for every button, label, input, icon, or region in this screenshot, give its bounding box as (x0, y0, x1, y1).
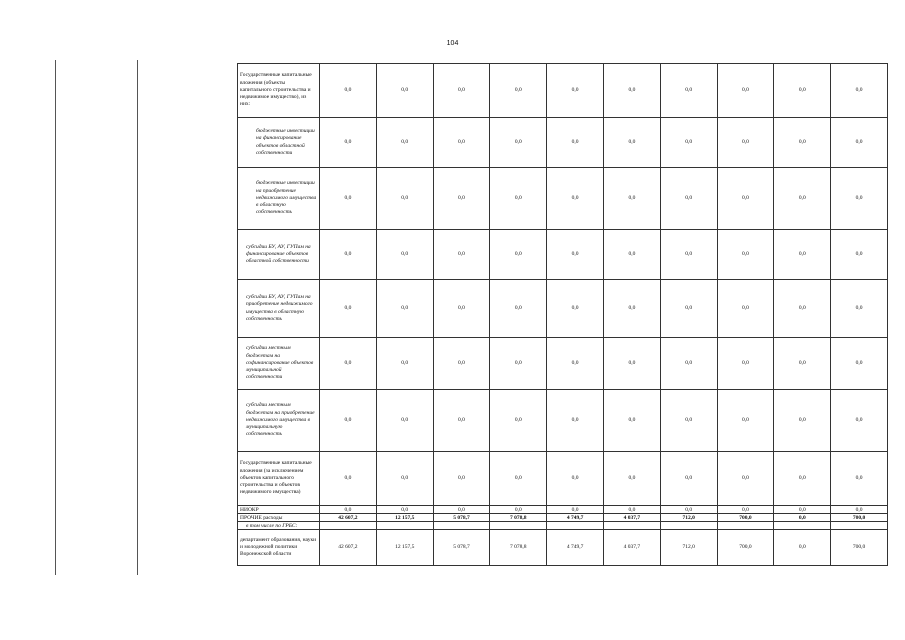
value-cell: 0,0 (376, 390, 433, 452)
value-cell: 0,0 (490, 338, 547, 390)
value-cell: 0,0 (831, 280, 888, 338)
value-cell: 0,0 (433, 338, 490, 390)
value-cell: 0,0 (717, 230, 774, 280)
value-cell: 700,0 (717, 530, 774, 566)
value-cell (831, 522, 888, 530)
value-cell (547, 522, 604, 530)
column-divider (55, 60, 56, 575)
value-cell: 0,0 (603, 338, 660, 390)
value-cell: 0,0 (490, 118, 547, 168)
value-cell: 0,0 (660, 280, 717, 338)
value-cell: 7 078,8 (490, 530, 547, 566)
value-cell: 0,0 (547, 280, 604, 338)
value-cell (320, 522, 377, 530)
value-cell: 0,0 (547, 452, 604, 506)
value-cell: 0,0 (490, 390, 547, 452)
table-row (238, 390, 888, 452)
table-row (238, 522, 888, 530)
value-cell: 0,0 (433, 506, 490, 514)
value-cell (660, 522, 717, 530)
value-cell: 0,0 (660, 338, 717, 390)
value-cell: 0,0 (603, 168, 660, 230)
row-label: субсидии БУ, АУ, ГУПам на приобретение недвижимого имущества в областную собственность (238, 280, 320, 338)
value-cell: 0,0 (774, 280, 831, 338)
value-cell: 0,0 (774, 230, 831, 280)
value-cell: 12 157,5 (376, 530, 433, 566)
value-cell: 0,0 (320, 118, 377, 168)
value-cell: 0,0 (660, 230, 717, 280)
row-label: субсидии местным бюджетам на софинансирование объектов муниципальной собственности (238, 338, 320, 390)
value-cell: 0,0 (433, 118, 490, 168)
value-cell: 0,0 (433, 452, 490, 506)
table-row (238, 64, 888, 118)
value-cell: 0,0 (831, 452, 888, 506)
value-cell: 0,0 (660, 64, 717, 118)
value-cell: 0,0 (660, 390, 717, 452)
row-label: субсидии местным бюджетам на приобретение недвижимого имущества в муниципальную собственность (238, 390, 320, 452)
value-cell: 0,0 (376, 280, 433, 338)
value-cell: 0,0 (717, 118, 774, 168)
table-row (238, 506, 888, 514)
value-cell: 0,0 (320, 390, 377, 452)
value-cell: 0,0 (547, 390, 604, 452)
value-cell: 0,0 (490, 168, 547, 230)
value-cell (490, 522, 547, 530)
value-cell: 0,0 (433, 168, 490, 230)
value-cell: 0,0 (603, 280, 660, 338)
table-row (238, 530, 888, 566)
value-cell: 5 078,7 (433, 514, 490, 522)
row-label: бюджетные инвестиции на приобретение недвижимого имущества в областную собственность (238, 168, 320, 230)
value-cell: 0,0 (603, 506, 660, 514)
value-cell: 0,0 (717, 338, 774, 390)
value-cell: 0,0 (717, 168, 774, 230)
value-cell: 5 078,7 (433, 530, 490, 566)
value-cell: 0,0 (376, 452, 433, 506)
value-cell: 0,0 (433, 280, 490, 338)
value-cell: 0,0 (660, 506, 717, 514)
column-divider (137, 60, 138, 575)
value-cell: 0,0 (433, 64, 490, 118)
value-cell: 0,0 (831, 506, 888, 514)
value-cell: 0,0 (376, 118, 433, 168)
value-cell: 700,0 (717, 514, 774, 522)
value-cell: 42 607,2 (320, 514, 377, 522)
value-cell: 0,0 (660, 452, 717, 506)
value-cell: 42 607,2 (320, 530, 377, 566)
value-cell: 0,0 (547, 64, 604, 118)
value-cell: 0,0 (547, 168, 604, 230)
row-label: ПРОЧИЕ расходы (238, 514, 320, 522)
row-label: субсидии БУ, АУ, ГУПам на финансирование объектов областной собственности (238, 230, 320, 280)
value-cell: 0,0 (660, 168, 717, 230)
row-label: НИОКР (238, 506, 320, 514)
value-cell: 0,0 (320, 452, 377, 506)
value-cell: 0,0 (376, 230, 433, 280)
value-cell: 0,0 (376, 168, 433, 230)
value-cell: 0,0 (774, 530, 831, 566)
value-cell: 0,0 (603, 452, 660, 506)
value-cell: 0,0 (320, 168, 377, 230)
value-cell: 0,0 (376, 338, 433, 390)
value-cell: 0,0 (774, 118, 831, 168)
value-cell: 0,0 (547, 230, 604, 280)
value-cell: 0,0 (320, 280, 377, 338)
value-cell: 712,0 (660, 530, 717, 566)
value-cell: 0,0 (831, 230, 888, 280)
value-cell: 700,0 (831, 530, 888, 566)
value-cell: 0,0 (717, 452, 774, 506)
value-cell: 0,0 (490, 64, 547, 118)
row-label: Государственные капитальные вложения (за исключением объектов капитального строительства и объектов недвижимого имущества) (238, 452, 320, 506)
value-cell: 0,0 (660, 118, 717, 168)
value-cell (603, 522, 660, 530)
row-label: бюджетные инвестиции на финансирование объектов областной собственности (238, 118, 320, 168)
value-cell: 0,0 (831, 118, 888, 168)
value-cell: 0,0 (547, 118, 604, 168)
value-cell: 0,0 (717, 64, 774, 118)
value-cell: 0,0 (774, 514, 831, 522)
table-row (238, 452, 888, 506)
value-cell (376, 522, 433, 530)
value-cell: 0,0 (320, 338, 377, 390)
value-cell: 0,0 (490, 230, 547, 280)
value-cell: 0,0 (603, 230, 660, 280)
value-cell: 0,0 (774, 390, 831, 452)
value-cell: 0,0 (774, 64, 831, 118)
value-cell: 0,0 (831, 390, 888, 452)
value-cell: 4 749,7 (547, 530, 604, 566)
value-cell: 0,0 (831, 168, 888, 230)
value-cell: 0,0 (603, 64, 660, 118)
budget-table (237, 63, 888, 566)
value-cell: 0,0 (831, 338, 888, 390)
value-cell: 0,0 (717, 280, 774, 338)
page-number: 104 (446, 40, 459, 47)
value-cell: 700,0 (831, 514, 888, 522)
value-cell (433, 522, 490, 530)
value-cell: 0,0 (717, 390, 774, 452)
value-cell: 0,0 (490, 280, 547, 338)
value-cell: 0,0 (320, 230, 377, 280)
value-cell (717, 522, 774, 530)
table-row (238, 230, 888, 280)
table-row (238, 514, 888, 522)
row-label: в том числе по ГРБС: (238, 522, 320, 530)
table-row (238, 118, 888, 168)
value-cell: 0,0 (320, 506, 377, 514)
table-row (238, 168, 888, 230)
value-cell: 712,0 (660, 514, 717, 522)
value-cell: 0,0 (547, 506, 604, 514)
table-row (238, 338, 888, 390)
value-cell: 0,0 (320, 64, 377, 118)
value-cell: 0,0 (433, 230, 490, 280)
value-cell: 0,0 (774, 168, 831, 230)
value-cell: 0,0 (831, 64, 888, 118)
value-cell: 0,0 (717, 506, 774, 514)
value-cell: 0,0 (376, 506, 433, 514)
value-cell: 7 078,8 (490, 514, 547, 522)
row-label: департамент образования, науки и молодежной политики Воронежской области (238, 530, 320, 566)
value-cell: 12 157,5 (376, 514, 433, 522)
value-cell (774, 522, 831, 530)
value-cell: 0,0 (603, 390, 660, 452)
value-cell: 0,0 (433, 390, 490, 452)
value-cell: 0,0 (376, 64, 433, 118)
value-cell: 0,0 (603, 118, 660, 168)
value-cell: 0,0 (490, 506, 547, 514)
value-cell: 4 037,7 (603, 530, 660, 566)
value-cell: 4 037,7 (603, 514, 660, 522)
table-row (238, 280, 888, 338)
value-cell: 0,0 (774, 452, 831, 506)
value-cell: 4 749,7 (547, 514, 604, 522)
value-cell: 0,0 (547, 338, 604, 390)
value-cell: 0,0 (774, 506, 831, 514)
row-label: Государственные капитальные вложения (объекты капитального строительства и недвижимое имущество), из них: (238, 64, 320, 118)
value-cell: 0,0 (490, 452, 547, 506)
value-cell: 0,0 (774, 338, 831, 390)
